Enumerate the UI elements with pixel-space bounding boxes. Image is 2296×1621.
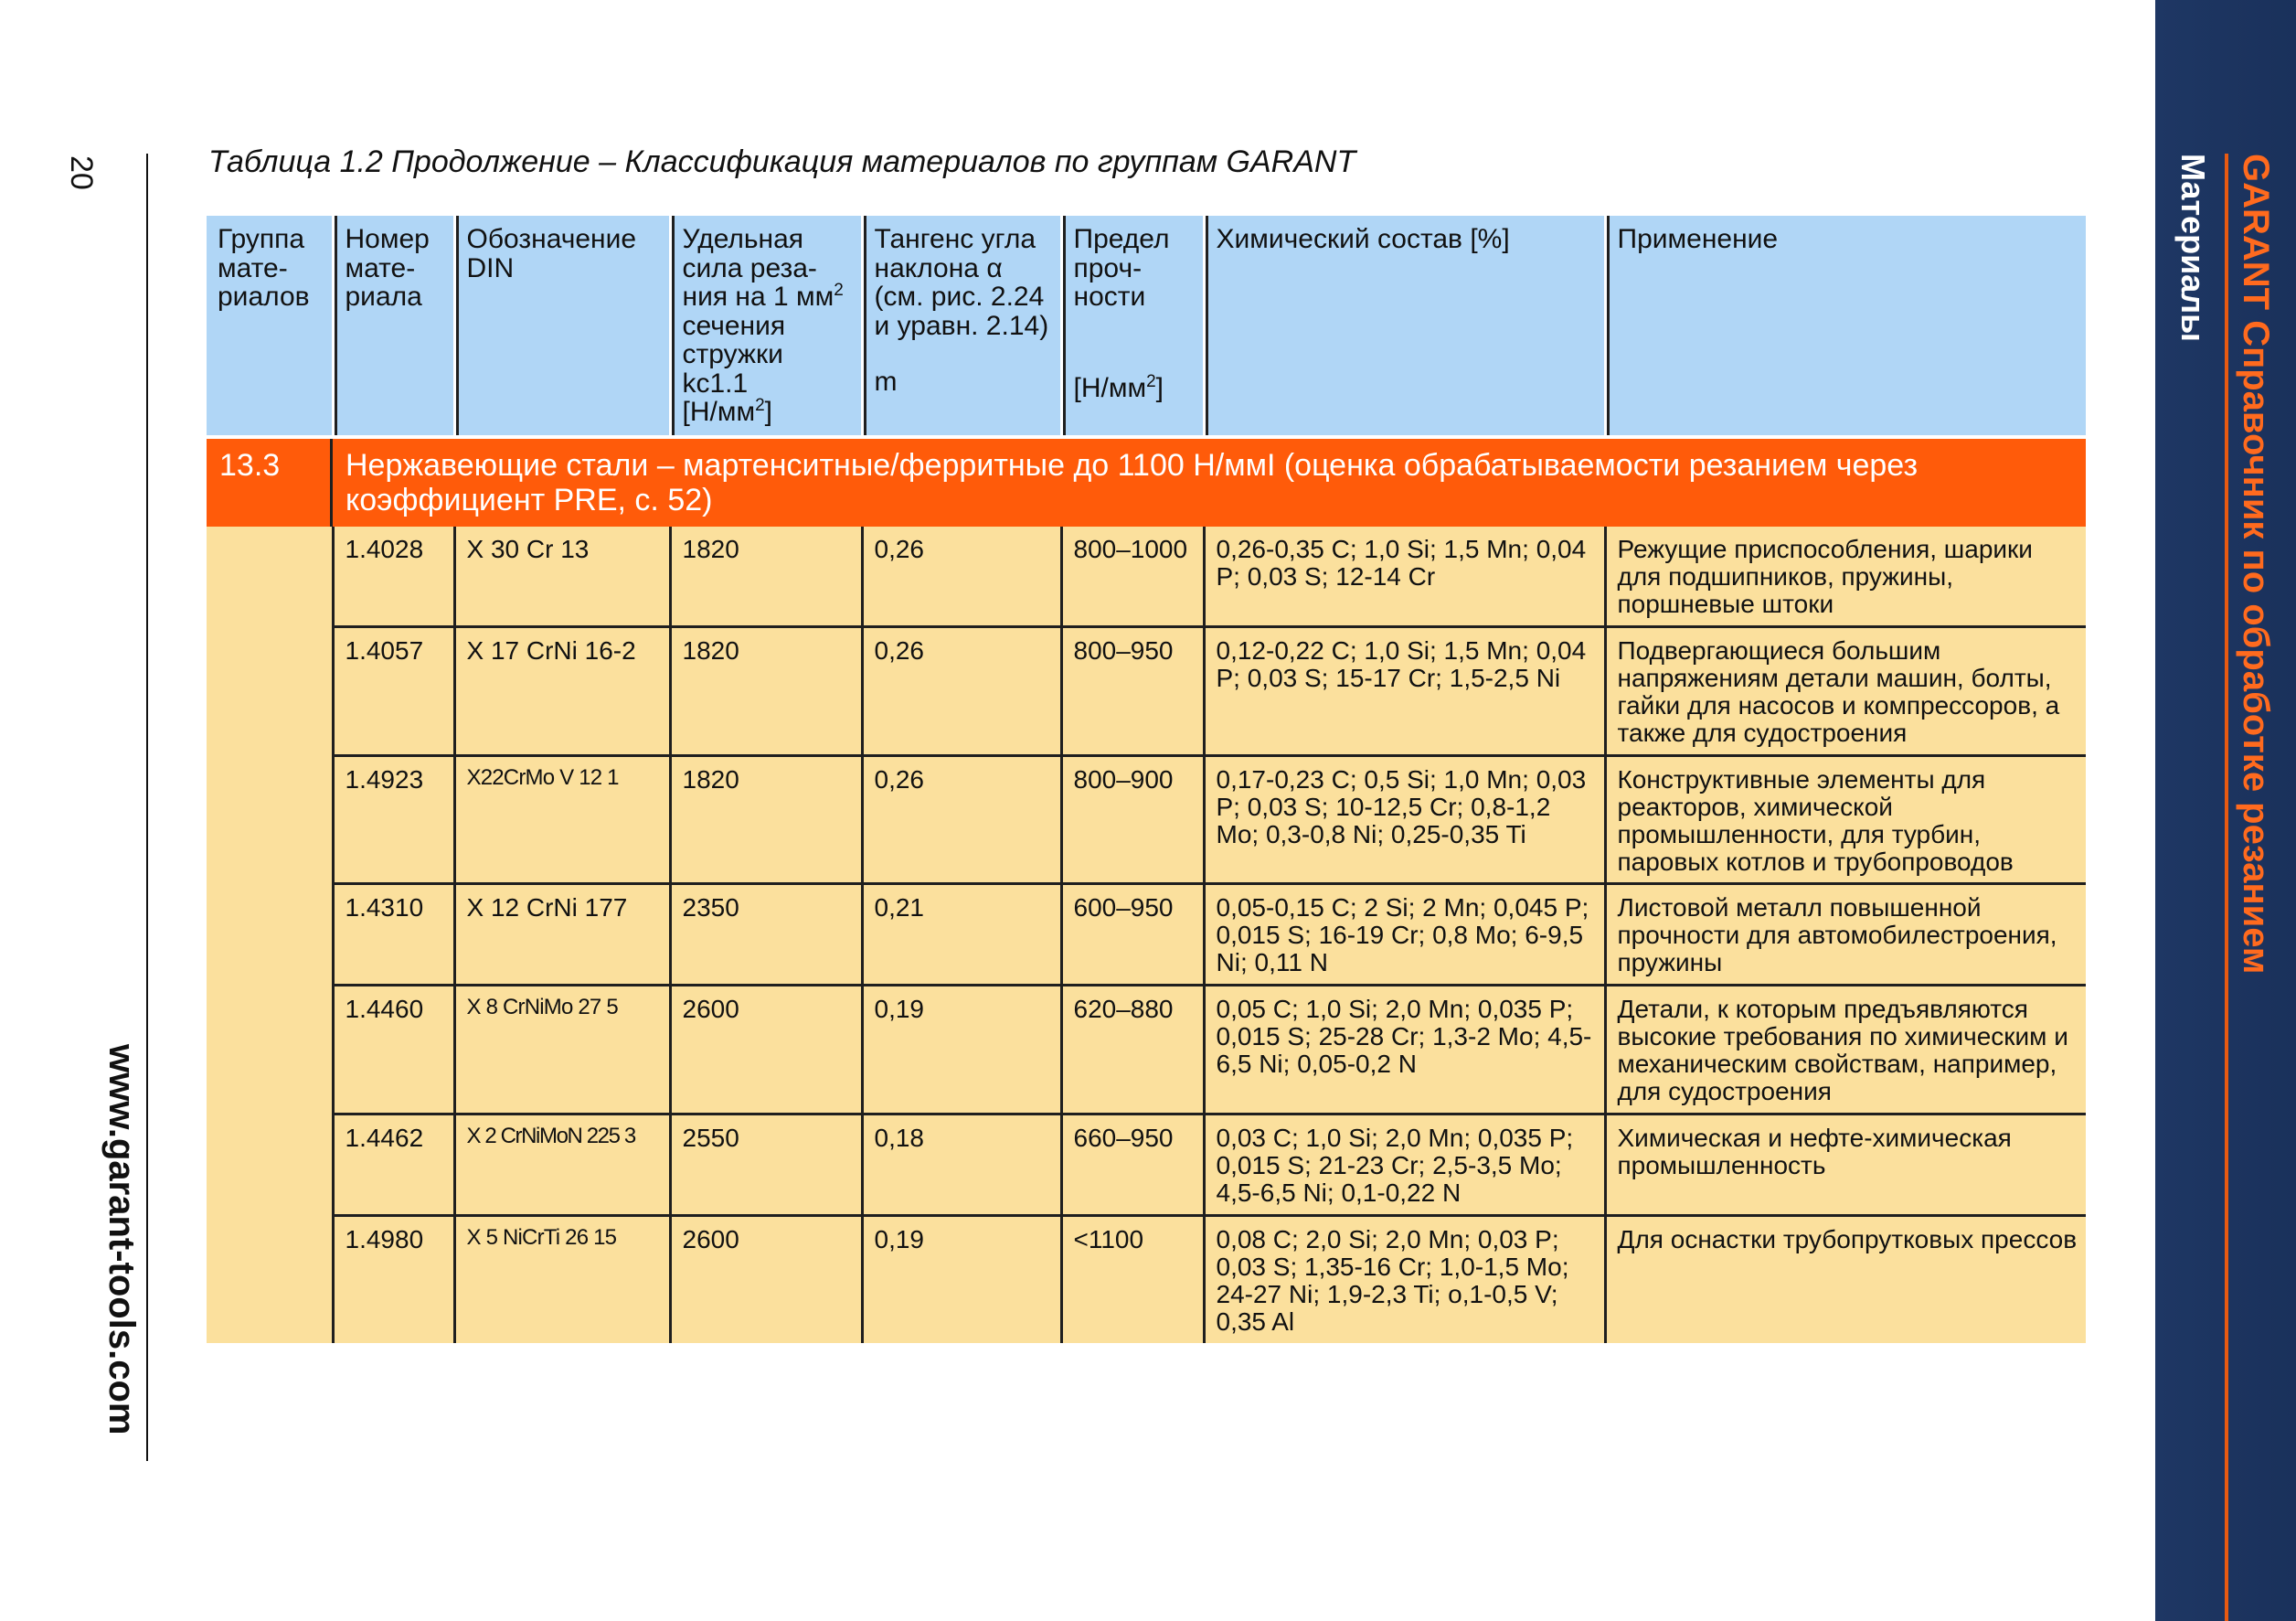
group-title: Нержавеющие стали – мартенситные/ферритные до 1100 Н/ммI (оценка обрабатываемости резанием через коэффициент PRE, с. 52): [333, 437, 2086, 527]
sidebar-subtitle: Материалы: [2174, 154, 2212, 342]
cell-chemistry: 0,26-0,35 C; 1,0 Si; 1,5 Mn; 0,04 P; 0,03 S; 12-14 Cr: [1204, 527, 1605, 626]
cell-tangent: 0,19: [862, 986, 1061, 1114]
header-tangent: Тангенс угла наклона α (см. рис. 2.24 и уравн. 2.14) m: [862, 216, 1061, 437]
cell-force: 1820: [670, 626, 862, 755]
header-material-number: Номер мате- риала: [333, 216, 454, 437]
cell-application: Конструктивные элементы для реакторов, химической промышленности, для турбин, паровых котлов и трубопроводов: [1605, 755, 2086, 884]
cell-force: 2600: [670, 986, 862, 1114]
cell-strength: 800–900: [1061, 755, 1204, 884]
cell-number: 1.4980: [333, 1216, 454, 1343]
header-strength: Предел проч-ности $[Н/мм^2]$: [1061, 216, 1204, 437]
cell-chemistry: 0,05 C; 1,0 Si; 2,0 Mn; 0,035 P; 0,015 S; 25-28 Cr; 1,3-2 Mo; 4,5-6,5 Ni; 0,05-0,2 N: [1204, 986, 1605, 1114]
cell-strength: <1100: [1061, 1216, 1204, 1343]
group-code: 13.3: [207, 437, 333, 527]
website-url[interactable]: www.garant-tools.com: [101, 1044, 142, 1435]
cell-number: 1.4310: [333, 884, 454, 986]
sidebar-title: GARANT Справочник по обработке резанием: [2236, 154, 2276, 975]
cell-force: 2350: [670, 884, 862, 986]
cell-number: 1.4057: [333, 626, 454, 755]
cell-chemistry: 0,05-0,15 C; 2 Si; 2 Mn; 0,045 P; 0,015 S; 16-19 Cr; 0,8 Mo; 6-9,5 Ni; 0,11 N: [1204, 884, 1605, 986]
cell-application: Подвергающиеся большим напряжениям детали машин, болты, гайки для насосов и компрессоров, а также для судостроения: [1605, 626, 2086, 755]
cell-strength: 600–950: [1061, 884, 1204, 986]
cell-din: X 8 CrNiMo 27 5: [454, 986, 670, 1114]
table-row: [207, 1216, 2086, 1343]
cell-force: 2600: [670, 1216, 862, 1343]
cell-application: Режущие приспособления, шарики для подшипников, пружины, поршневые штоки: [1605, 527, 2086, 626]
cell-application: Химическая и нефте-химическая промышленность: [1605, 1114, 2086, 1216]
cell-tangent: 0,26: [862, 626, 1061, 755]
header-cutting-force: Удельная сила реза-ния на 1 $мм^2$ сечения стружки kc1.1 $[Н/мм^2]$: [670, 216, 862, 437]
group-column-empty: [207, 527, 333, 1343]
cell-application: Детали, к которым предъявляются высокие требования по химическим и механическим свойствам, например, для судостроения: [1605, 986, 2086, 1114]
table-row: [207, 626, 2086, 755]
cell-tangent: 0,19: [862, 1216, 1061, 1343]
cell-strength: 660–950: [1061, 1114, 1204, 1216]
cell-application: Листовой металл повышенной прочности для автомобилестроения, пружины: [1605, 884, 2086, 986]
page-number: 20: [64, 155, 99, 190]
header-application: Применение: [1605, 216, 2086, 437]
left-divider: [146, 154, 148, 1461]
cell-number: 1.4462: [333, 1114, 454, 1216]
cell-force: 1820: [670, 755, 862, 884]
cell-din: X22CrMo V 12 1: [454, 755, 670, 884]
cell-application: Для оснастки трубопрутковых прессов: [1605, 1216, 2086, 1343]
cell-number: 1.4028: [333, 527, 454, 626]
cell-force: 1820: [670, 527, 862, 626]
cell-strength: 620–880: [1061, 986, 1204, 1114]
materials-table: [207, 216, 2086, 1343]
cell-tangent: 0,26: [862, 755, 1061, 884]
table-caption: Таблица 1.2 Продолжение – Классификация материалов по группам GARANT: [208, 144, 1356, 179]
cell-din: X 5 NiCrTi 26 15: [454, 1216, 670, 1343]
table-row: [207, 755, 2086, 884]
cell-din: X 30 Cr 13: [454, 527, 670, 626]
cell-number: 1.4923: [333, 755, 454, 884]
table-row: [207, 1114, 2086, 1216]
cell-tangent: 0,21: [862, 884, 1061, 986]
cell-tangent: 0,26: [862, 527, 1061, 626]
header-din: Обозначение DIN: [454, 216, 670, 437]
group-row: [207, 437, 2086, 527]
cell-force: 2550: [670, 1114, 862, 1216]
cell-strength: 800–950: [1061, 626, 1204, 755]
header-group: Группа мате- риалов: [207, 216, 333, 437]
table-row: [207, 884, 2086, 986]
cell-number: 1.4460: [333, 986, 454, 1114]
sidebar-accent-rule: [2225, 154, 2228, 1621]
table-row: [207, 986, 2086, 1114]
cell-chemistry: 0,08 C; 2,0 Si; 2,0 Mn; 0,03 P; 0,03 S; 1,35-16 Cr; 1,0-1,5 Mo; 24-27 Ni; 1,9-2,3 Ti; о,1-0,5 V; 0,35 Al: [1204, 1216, 1605, 1343]
cell-din: X 17 CrNi 16-2: [454, 626, 670, 755]
cell-din: X 2 CrNiMoN 225 3: [454, 1114, 670, 1216]
header-chemistry: Химический состав [%]: [1204, 216, 1605, 437]
table-header-row: [207, 216, 2086, 437]
cell-strength: 800–1000: [1061, 527, 1204, 626]
cell-tangent: 0,18: [862, 1114, 1061, 1216]
cell-chemistry: 0,17-0,23 C; 0,5 Si; 1,0 Mn; 0,03 P; 0,03 S; 10-12,5 Cr; 0,8-1,2 Mo; 0,3-0,8 Ni; 0,25-0,35 Ti: [1204, 755, 1605, 884]
cell-chemistry: 0,03 C; 1,0 Si; 2,0 Mn; 0,035 P; 0,015 S; 21-23 Cr; 2,5-3,5 Mo; 4,5-6,5 Ni; 0,1-0,22 N: [1204, 1114, 1605, 1216]
cell-din: X 12 CrNi 177: [454, 884, 670, 986]
cell-chemistry: 0,12-0,22 C; 1,0 Si; 1,5 Mn; 0,04 P; 0,03 S; 15-17 Cr; 1,5-2,5 Ni: [1204, 626, 1605, 755]
table-row: [207, 527, 2086, 626]
